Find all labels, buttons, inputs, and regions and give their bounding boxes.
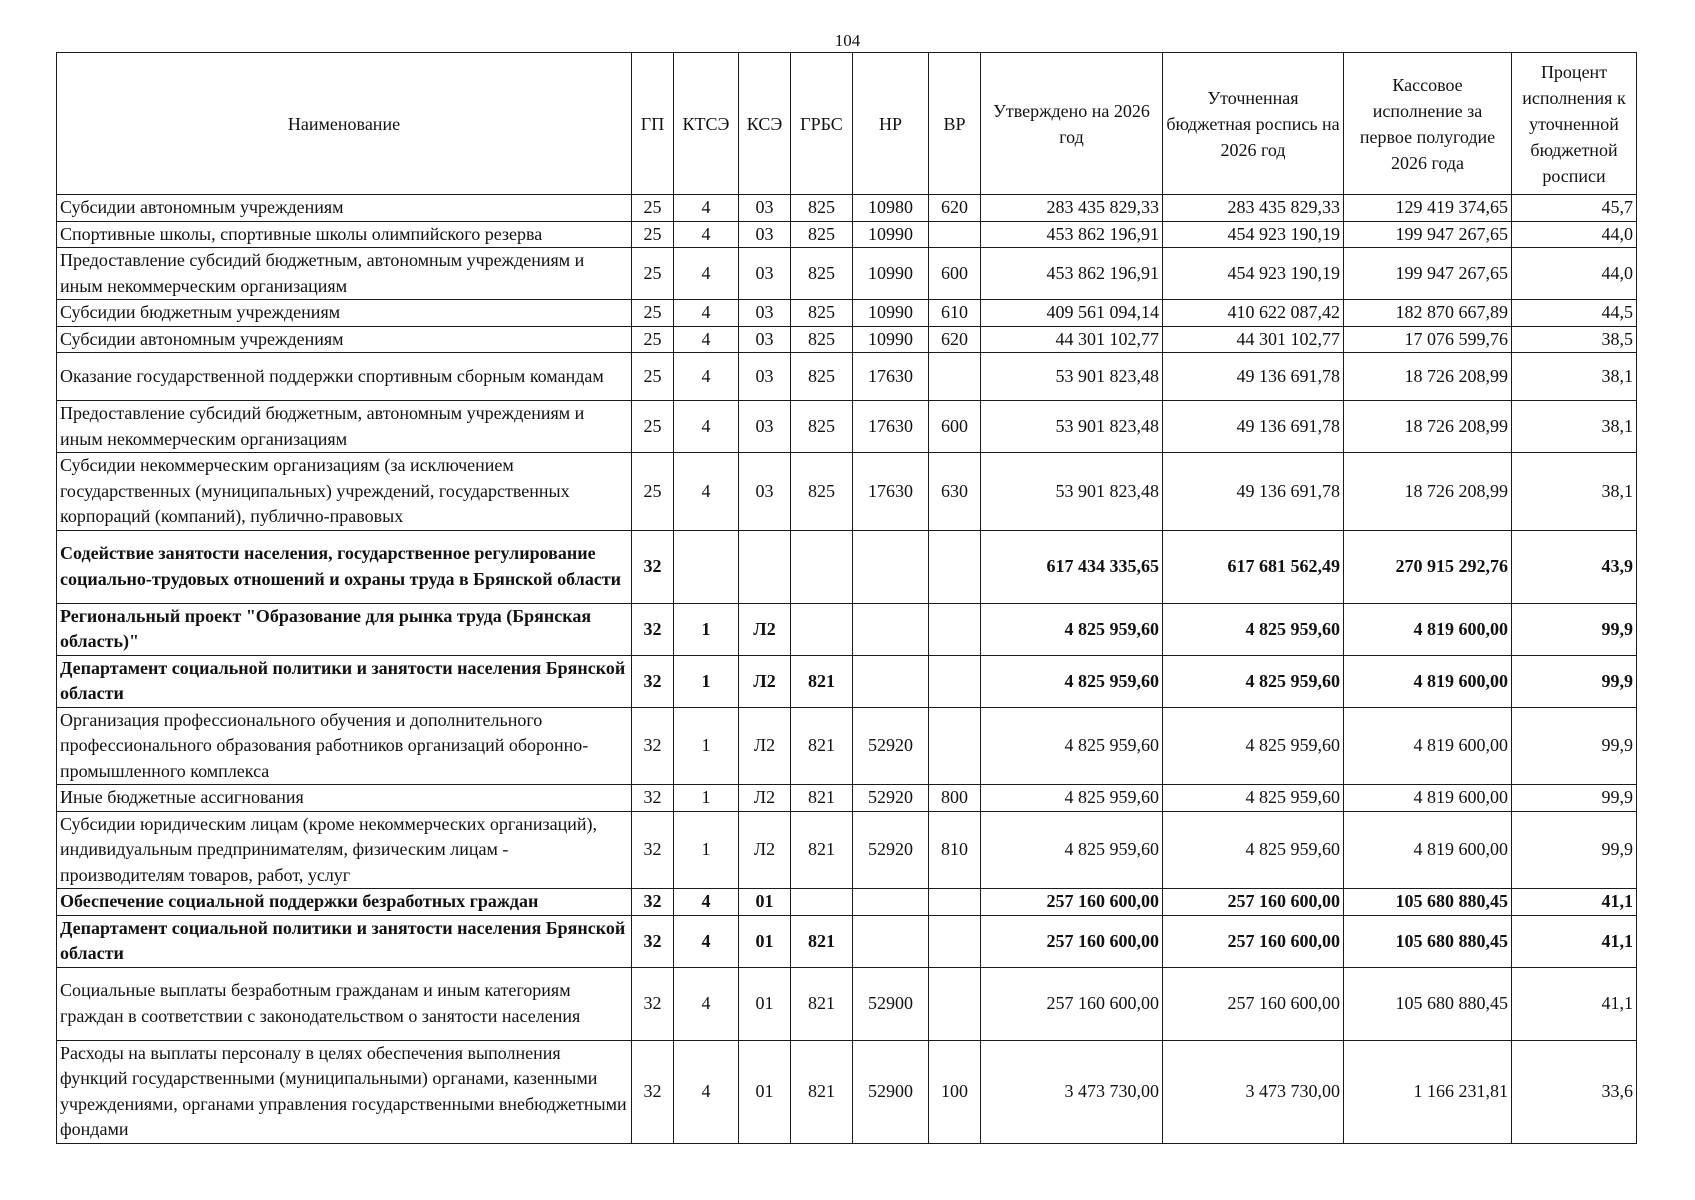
cell-percent: 38,1 bbox=[1512, 353, 1637, 401]
cell-cash: 17 076 599,76 bbox=[1344, 326, 1512, 353]
cell-ktse: 4 bbox=[674, 401, 739, 453]
cell-kse: 03 bbox=[739, 248, 791, 300]
cell-ktse: 4 bbox=[674, 353, 739, 401]
cell-name: Спортивные школы, спортивные школы олимпийского резерва bbox=[57, 221, 632, 248]
cell-kse: 01 bbox=[739, 915, 791, 967]
cell-percent: 44,0 bbox=[1512, 221, 1637, 248]
cell-ktse: 4 bbox=[674, 300, 739, 327]
table-body bbox=[57, 195, 1637, 1144]
cell-grbs: 821 bbox=[791, 811, 853, 889]
cell-ktse: 4 bbox=[674, 248, 739, 300]
cell-vr bbox=[929, 530, 981, 603]
cell-ktse bbox=[674, 530, 739, 603]
cell-name: Департамент социальной политики и занятости населения Брянской области bbox=[57, 915, 632, 967]
cell-approved: 4 825 959,60 bbox=[981, 603, 1163, 655]
cell-gp: 25 bbox=[632, 453, 674, 531]
cell-cash: 18 726 208,99 bbox=[1344, 453, 1512, 531]
header-percent: Процент исполнения к уточненной бюджетной росписи bbox=[1512, 53, 1637, 195]
cell-refined: 49 136 691,78 bbox=[1163, 401, 1344, 453]
cell-kse: 03 bbox=[739, 300, 791, 327]
table-row bbox=[57, 889, 1637, 916]
cell-refined: 3 473 730,00 bbox=[1163, 1040, 1344, 1143]
cell-cash: 199 947 267,65 bbox=[1344, 248, 1512, 300]
cell-grbs: 825 bbox=[791, 401, 853, 453]
header-refined: Уточненная бюджетная роспись на 2026 год bbox=[1163, 53, 1344, 195]
cell-grbs: 821 bbox=[791, 785, 853, 812]
cell-cash: 4 819 600,00 bbox=[1344, 811, 1512, 889]
cell-kse: Л2 bbox=[739, 707, 791, 785]
cell-name: Обеспечение социальной поддержки безработных граждан bbox=[57, 889, 632, 916]
cell-approved: 409 561 094,14 bbox=[981, 300, 1163, 327]
table-row bbox=[57, 453, 1637, 531]
cell-approved: 4 825 959,60 bbox=[981, 707, 1163, 785]
cell-percent: 45,7 bbox=[1512, 195, 1637, 222]
page-number: 104 bbox=[834, 31, 861, 50]
cell-grbs: 825 bbox=[791, 300, 853, 327]
cell-vr: 100 bbox=[929, 1040, 981, 1143]
cell-gp: 25 bbox=[632, 353, 674, 401]
cell-approved: 453 862 196,91 bbox=[981, 221, 1163, 248]
cell-name: Социальные выплаты безработным гражданам и иным категориям граждан в соответствии с законодательством о занятости населения bbox=[57, 967, 632, 1040]
cell-grbs bbox=[791, 603, 853, 655]
cell-name: Предоставление субсидий бюджетным, автономным учреждениям и иным некоммерческим организациям bbox=[57, 248, 632, 300]
cell-percent: 99,9 bbox=[1512, 655, 1637, 707]
table-row bbox=[57, 300, 1637, 327]
cell-grbs bbox=[791, 530, 853, 603]
cell-cash: 105 680 880,45 bbox=[1344, 889, 1512, 916]
cell-approved: 257 160 600,00 bbox=[981, 889, 1163, 916]
header-kse: КСЭ bbox=[739, 53, 791, 195]
cell-name: Субсидии автономным учреждениям bbox=[57, 326, 632, 353]
table-row bbox=[57, 248, 1637, 300]
cell-ktse: 4 bbox=[674, 195, 739, 222]
cell-cash: 270 915 292,76 bbox=[1344, 530, 1512, 603]
cell-kse: 03 bbox=[739, 453, 791, 531]
cell-kse: 01 bbox=[739, 889, 791, 916]
cell-refined: 257 160 600,00 bbox=[1163, 915, 1344, 967]
cell-nr: 52900 bbox=[853, 967, 929, 1040]
cell-refined: 4 825 959,60 bbox=[1163, 603, 1344, 655]
cell-grbs: 825 bbox=[791, 248, 853, 300]
cell-approved: 453 862 196,91 bbox=[981, 248, 1163, 300]
cell-vr: 620 bbox=[929, 195, 981, 222]
cell-vr: 600 bbox=[929, 248, 981, 300]
cell-refined: 454 923 190,19 bbox=[1163, 221, 1344, 248]
cell-kse: Л2 bbox=[739, 603, 791, 655]
cell-kse: 03 bbox=[739, 221, 791, 248]
cell-kse: Л2 bbox=[739, 785, 791, 812]
cell-approved: 44 301 102,77 bbox=[981, 326, 1163, 353]
cell-refined: 257 160 600,00 bbox=[1163, 889, 1344, 916]
cell-grbs: 825 bbox=[791, 326, 853, 353]
table-row bbox=[57, 707, 1637, 785]
cell-refined: 4 825 959,60 bbox=[1163, 655, 1344, 707]
cell-grbs: 825 bbox=[791, 195, 853, 222]
cell-vr: 810 bbox=[929, 811, 981, 889]
cell-name: Иные бюджетные ассигнования bbox=[57, 785, 632, 812]
cell-percent: 44,5 bbox=[1512, 300, 1637, 327]
cell-gp: 32 bbox=[632, 655, 674, 707]
cell-percent: 33,6 bbox=[1512, 1040, 1637, 1143]
cell-percent: 99,9 bbox=[1512, 785, 1637, 812]
cell-refined: 257 160 600,00 bbox=[1163, 967, 1344, 1040]
cell-approved: 4 825 959,60 bbox=[981, 785, 1163, 812]
header-name: Наименование bbox=[57, 53, 632, 195]
cell-approved: 257 160 600,00 bbox=[981, 915, 1163, 967]
cell-gp: 25 bbox=[632, 300, 674, 327]
cell-name: Департамент социальной политики и занятости населения Брянской области bbox=[57, 655, 632, 707]
cell-cash: 1 166 231,81 bbox=[1344, 1040, 1512, 1143]
cell-kse: Л2 bbox=[739, 811, 791, 889]
cell-kse: 03 bbox=[739, 353, 791, 401]
cell-nr: 10990 bbox=[853, 300, 929, 327]
cell-percent: 41,1 bbox=[1512, 889, 1637, 916]
cell-approved: 257 160 600,00 bbox=[981, 967, 1163, 1040]
cell-grbs: 821 bbox=[791, 967, 853, 1040]
cell-gp: 25 bbox=[632, 326, 674, 353]
table-row bbox=[57, 785, 1637, 812]
cell-vr bbox=[929, 889, 981, 916]
cell-gp: 25 bbox=[632, 195, 674, 222]
cell-percent: 41,1 bbox=[1512, 915, 1637, 967]
cell-approved: 53 901 823,48 bbox=[981, 401, 1163, 453]
cell-refined: 4 825 959,60 bbox=[1163, 811, 1344, 889]
cell-percent: 38,5 bbox=[1512, 326, 1637, 353]
budget-execution-table bbox=[56, 52, 1637, 1144]
cell-nr: 52920 bbox=[853, 811, 929, 889]
cell-gp: 25 bbox=[632, 221, 674, 248]
table-row bbox=[57, 603, 1637, 655]
cell-vr: 610 bbox=[929, 300, 981, 327]
cell-nr bbox=[853, 655, 929, 707]
cell-vr: 800 bbox=[929, 785, 981, 812]
cell-ktse: 4 bbox=[674, 915, 739, 967]
cell-nr bbox=[853, 889, 929, 916]
cell-approved: 53 901 823,48 bbox=[981, 453, 1163, 531]
cell-name: Оказание государственной поддержки спортивным сборным командам bbox=[57, 353, 632, 401]
table-row bbox=[57, 401, 1637, 453]
cell-cash: 4 819 600,00 bbox=[1344, 603, 1512, 655]
cell-ktse: 4 bbox=[674, 1040, 739, 1143]
cell-nr: 10990 bbox=[853, 248, 929, 300]
cell-cash: 4 819 600,00 bbox=[1344, 785, 1512, 812]
cell-refined: 49 136 691,78 bbox=[1163, 353, 1344, 401]
cell-nr: 52900 bbox=[853, 1040, 929, 1143]
cell-refined: 454 923 190,19 bbox=[1163, 248, 1344, 300]
cell-name: Субсидии юридическим лицам (кроме некоммерческих организаций), индивидуальным предпринимателям, физическим лицам - производителям товаров, работ, услуг bbox=[57, 811, 632, 889]
cell-nr: 10990 bbox=[853, 221, 929, 248]
cell-nr bbox=[853, 530, 929, 603]
cell-nr bbox=[853, 915, 929, 967]
cell-cash: 182 870 667,89 bbox=[1344, 300, 1512, 327]
table-row bbox=[57, 1040, 1637, 1143]
cell-cash: 4 819 600,00 bbox=[1344, 655, 1512, 707]
cell-gp: 32 bbox=[632, 603, 674, 655]
cell-gp: 25 bbox=[632, 401, 674, 453]
cell-percent: 43,9 bbox=[1512, 530, 1637, 603]
cell-gp: 32 bbox=[632, 707, 674, 785]
cell-approved: 4 825 959,60 bbox=[981, 811, 1163, 889]
cell-refined: 44 301 102,77 bbox=[1163, 326, 1344, 353]
cell-percent: 99,9 bbox=[1512, 603, 1637, 655]
cell-ktse: 4 bbox=[674, 453, 739, 531]
cell-kse: Л2 bbox=[739, 655, 791, 707]
cell-kse bbox=[739, 530, 791, 603]
cell-vr: 630 bbox=[929, 453, 981, 531]
table-row bbox=[57, 530, 1637, 603]
cell-nr: 52920 bbox=[853, 707, 929, 785]
cell-kse: 03 bbox=[739, 326, 791, 353]
cell-ktse: 4 bbox=[674, 889, 739, 916]
table-row bbox=[57, 967, 1637, 1040]
cell-ktse: 1 bbox=[674, 785, 739, 812]
cell-name: Субсидии некоммерческим организациям (за исключением государственных (муниципальных) учреждений, государственных корпораций (компаний), публично-правовых bbox=[57, 453, 632, 531]
cell-cash: 105 680 880,45 bbox=[1344, 967, 1512, 1040]
cell-name: Предоставление субсидий бюджетным, автономным учреждениям и иным некоммерческим организациям bbox=[57, 401, 632, 453]
cell-refined: 4 825 959,60 bbox=[1163, 785, 1344, 812]
cell-grbs: 821 bbox=[791, 655, 853, 707]
cell-ktse: 1 bbox=[674, 603, 739, 655]
cell-grbs: 821 bbox=[791, 707, 853, 785]
table-row bbox=[57, 353, 1637, 401]
cell-refined: 49 136 691,78 bbox=[1163, 453, 1344, 531]
cell-vr bbox=[929, 915, 981, 967]
cell-gp: 32 bbox=[632, 915, 674, 967]
cell-vr bbox=[929, 967, 981, 1040]
cell-gp: 32 bbox=[632, 1040, 674, 1143]
cell-ktse: 4 bbox=[674, 221, 739, 248]
cell-percent: 38,1 bbox=[1512, 401, 1637, 453]
cell-cash: 129 419 374,65 bbox=[1344, 195, 1512, 222]
cell-vr: 620 bbox=[929, 326, 981, 353]
header-cash: Кассовое исполнение за первое полугодие 2026 года bbox=[1344, 53, 1512, 195]
cell-gp: 32 bbox=[632, 967, 674, 1040]
cell-name: Субсидии автономным учреждениям bbox=[57, 195, 632, 222]
table-row bbox=[57, 655, 1637, 707]
cell-gp: 25 bbox=[632, 248, 674, 300]
cell-name: Субсидии бюджетным учреждениям bbox=[57, 300, 632, 327]
table-row bbox=[57, 221, 1637, 248]
cell-grbs: 821 bbox=[791, 1040, 853, 1143]
cell-name: Расходы на выплаты персоналу в целях обеспечения выполнения функций государственными (муниципальными) органами, казенными учреждениями, органами управления государственными внебюджетными фондами bbox=[57, 1040, 632, 1143]
cell-kse: 01 bbox=[739, 1040, 791, 1143]
table-row bbox=[57, 326, 1637, 353]
cell-vr bbox=[929, 221, 981, 248]
cell-ktse: 1 bbox=[674, 707, 739, 785]
cell-gp: 32 bbox=[632, 785, 674, 812]
cell-cash: 105 680 880,45 bbox=[1344, 915, 1512, 967]
cell-name: Региональный проект "Образование для рынка труда (Брянская область)" bbox=[57, 603, 632, 655]
cell-vr bbox=[929, 353, 981, 401]
cell-gp: 32 bbox=[632, 811, 674, 889]
cell-percent: 44,0 bbox=[1512, 248, 1637, 300]
cell-grbs: 825 bbox=[791, 453, 853, 531]
cell-approved: 283 435 829,33 bbox=[981, 195, 1163, 222]
cell-grbs: 825 bbox=[791, 353, 853, 401]
cell-percent: 99,9 bbox=[1512, 707, 1637, 785]
cell-grbs bbox=[791, 889, 853, 916]
header-grbs: ГРБС bbox=[791, 53, 853, 195]
cell-cash: 199 947 267,65 bbox=[1344, 221, 1512, 248]
cell-refined: 283 435 829,33 bbox=[1163, 195, 1344, 222]
cell-vr bbox=[929, 603, 981, 655]
cell-approved: 3 473 730,00 bbox=[981, 1040, 1163, 1143]
cell-nr bbox=[853, 603, 929, 655]
cell-approved: 53 901 823,48 bbox=[981, 353, 1163, 401]
cell-nr: 10980 bbox=[853, 195, 929, 222]
cell-vr: 600 bbox=[929, 401, 981, 453]
cell-approved: 4 825 959,60 bbox=[981, 655, 1163, 707]
cell-kse: 01 bbox=[739, 967, 791, 1040]
cell-name: Организация профессионального обучения и дополнительного профессионального образования работников организаций оборонно-промышленного комплекса bbox=[57, 707, 632, 785]
cell-percent: 99,9 bbox=[1512, 811, 1637, 889]
cell-ktse: 1 bbox=[674, 655, 739, 707]
cell-cash: 18 726 208,99 bbox=[1344, 401, 1512, 453]
cell-cash: 4 819 600,00 bbox=[1344, 707, 1512, 785]
cell-percent: 41,1 bbox=[1512, 967, 1637, 1040]
header-approved: Утверждено на 2026 год bbox=[981, 53, 1163, 195]
header-vr: ВР bbox=[929, 53, 981, 195]
cell-nr: 17630 bbox=[853, 401, 929, 453]
cell-nr: 17630 bbox=[853, 353, 929, 401]
cell-cash: 18 726 208,99 bbox=[1344, 353, 1512, 401]
cell-nr: 10990 bbox=[853, 326, 929, 353]
table-header-row bbox=[57, 53, 1637, 195]
header-nr: НР bbox=[853, 53, 929, 195]
cell-ktse: 4 bbox=[674, 326, 739, 353]
cell-refined: 617 681 562,49 bbox=[1163, 530, 1344, 603]
header-gp: ГП bbox=[632, 53, 674, 195]
cell-approved: 617 434 335,65 bbox=[981, 530, 1163, 603]
cell-nr: 17630 bbox=[853, 453, 929, 531]
cell-kse: 03 bbox=[739, 401, 791, 453]
cell-vr bbox=[929, 707, 981, 785]
cell-gp: 32 bbox=[632, 530, 674, 603]
cell-vr bbox=[929, 655, 981, 707]
cell-refined: 4 825 959,60 bbox=[1163, 707, 1344, 785]
cell-ktse: 4 bbox=[674, 967, 739, 1040]
cell-refined: 410 622 087,42 bbox=[1163, 300, 1344, 327]
cell-grbs: 821 bbox=[791, 915, 853, 967]
cell-grbs: 825 bbox=[791, 221, 853, 248]
header-ktse: КТСЭ bbox=[674, 53, 739, 195]
cell-gp: 32 bbox=[632, 889, 674, 916]
table-row bbox=[57, 195, 1637, 222]
cell-kse: 03 bbox=[739, 195, 791, 222]
table-row bbox=[57, 915, 1637, 967]
cell-nr: 52920 bbox=[853, 785, 929, 812]
cell-ktse: 1 bbox=[674, 811, 739, 889]
cell-name: Содействие занятости населения, государственное регулирование социально-трудовых отношений и охраны труда в Брянской области bbox=[57, 530, 632, 603]
cell-percent: 38,1 bbox=[1512, 453, 1637, 531]
table-row bbox=[57, 811, 1637, 889]
